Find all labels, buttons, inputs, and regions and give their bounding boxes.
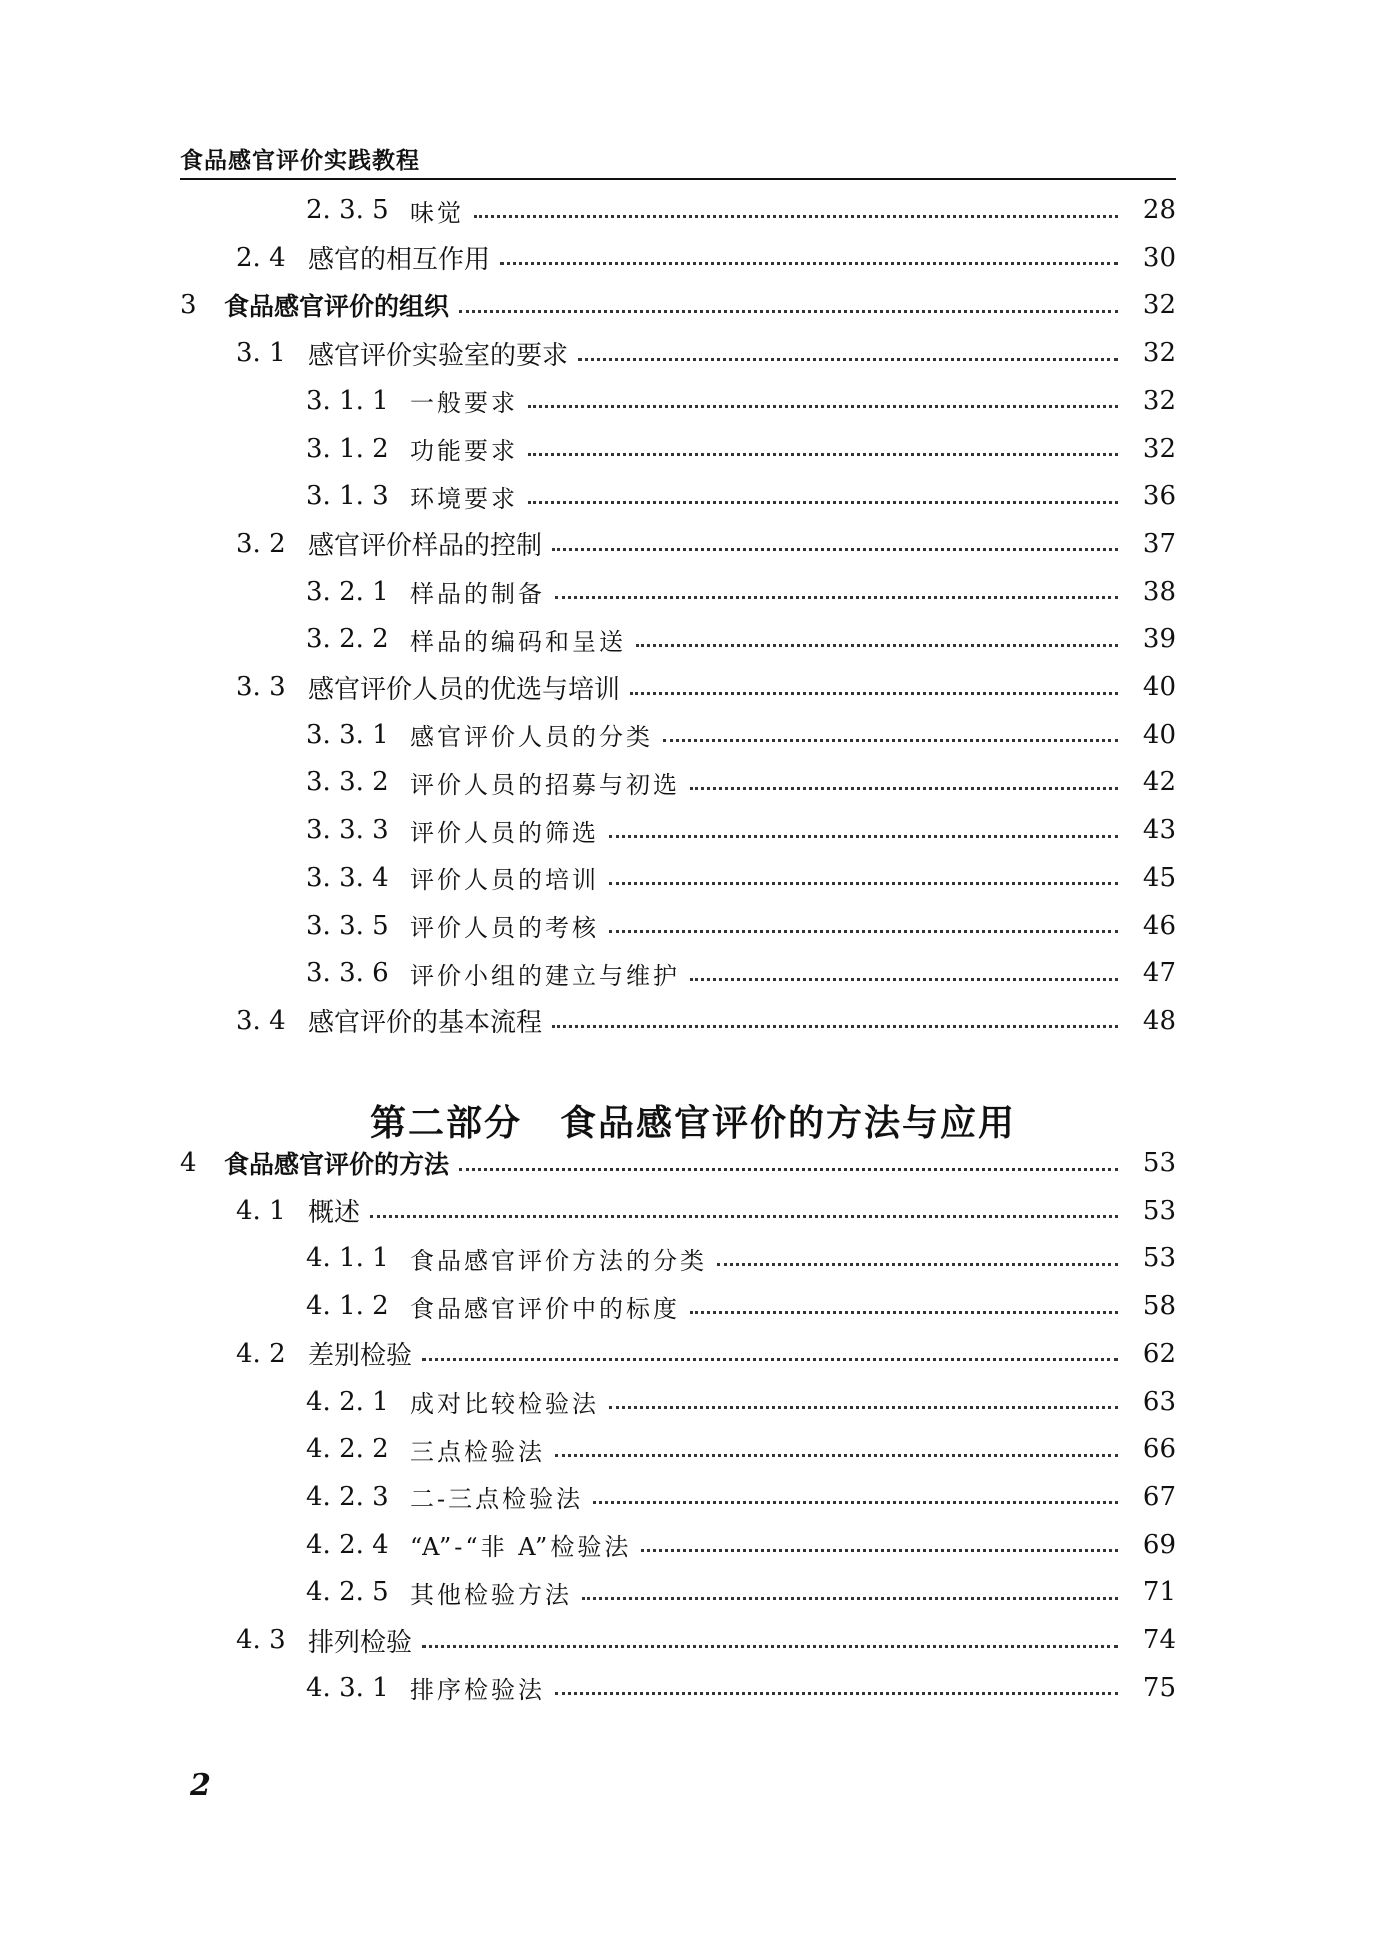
dot-leader <box>422 1358 1118 1361</box>
toc-entry <box>0 1378 1386 1426</box>
toc-entry-title: 感官评价的基本流程 <box>308 1008 543 1039</box>
toc-entry-number: 3. 2. 2 <box>306 624 389 655</box>
toc-entry-page: 28 <box>1142 195 1176 225</box>
toc-entry-page: 47 <box>1142 958 1176 989</box>
toc-entry-title: 感官评价实验室的要求 <box>308 340 569 371</box>
toc-entry-page: 71 <box>1142 1577 1176 1608</box>
toc-entry-title: 味觉 <box>410 198 464 227</box>
toc-entry-title: 感官评价样品的控制 <box>308 531 543 562</box>
toc-entry-number: 3. 3. 6 <box>306 958 389 989</box>
toc-entry <box>0 425 1386 473</box>
toc-entry-page: 53 <box>1142 1243 1176 1274</box>
toc-entry-title: 样品的制备 <box>410 580 545 609</box>
toc-entry <box>0 758 1386 806</box>
dot-leader <box>690 978 1118 981</box>
toc-entry <box>0 472 1386 520</box>
toc-entry-number: 3. 3. 3 <box>306 815 389 846</box>
toc-entry-page: 32 <box>1142 290 1176 321</box>
toc-entry <box>0 329 1386 377</box>
toc-entry-number: 4 <box>180 1148 197 1178</box>
toc-entry-number: 4. 3. 1 <box>306 1672 389 1703</box>
toc-entry-number: 3. 2. 1 <box>306 576 389 607</box>
toc-entry-page: 53 <box>1142 1195 1176 1226</box>
toc-entry-title: 食品感官评价的方法 <box>224 1150 450 1179</box>
toc-entry <box>0 234 1386 282</box>
toc-entry-number: 4. 2 <box>236 1338 286 1369</box>
toc-entry <box>0 806 1386 854</box>
toc-entry-number: 4. 2. 2 <box>306 1434 389 1465</box>
toc-entry-title: 环境要求 <box>410 484 518 513</box>
toc-entry-number: 3 <box>180 290 197 321</box>
toc-entry-page: 32 <box>1142 338 1176 369</box>
toc-entry-number: 4. 3 <box>236 1625 286 1655</box>
dot-leader <box>555 1692 1118 1695</box>
toc-entry <box>0 711 1386 759</box>
dot-leader <box>582 1597 1118 1600</box>
dot-leader <box>717 1263 1118 1266</box>
dot-leader <box>609 882 1118 885</box>
toc-entry <box>0 1330 1386 1378</box>
dot-leader <box>690 1311 1118 1314</box>
toc-entry-page: 48 <box>1142 1005 1176 1036</box>
toc-entry-number: 4. 1. 1 <box>306 1243 389 1274</box>
toc-entry <box>0 1521 1386 1569</box>
toc-entry-number: 2. 4 <box>236 242 286 273</box>
dot-leader <box>552 1025 1118 1028</box>
toc-entry-number: 2. 3. 5 <box>306 195 389 225</box>
toc-entry-page: 38 <box>1142 576 1176 607</box>
running-header: 食品感官评价实践教程 <box>180 148 420 174</box>
dot-leader <box>459 310 1118 313</box>
toc-entry-number: 3. 3. 5 <box>306 910 389 941</box>
toc-entry <box>0 1187 1386 1235</box>
toc-entry-title: 排序检验法 <box>410 1676 545 1705</box>
toc-entry <box>0 1425 1386 1473</box>
toc-entry-page: 75 <box>1142 1672 1176 1703</box>
toc-entry-page: 74 <box>1142 1625 1176 1655</box>
toc-entry-title: 感官的相互作用 <box>308 245 491 276</box>
toc-entry-number: 3. 4 <box>236 1005 286 1036</box>
toc-entry-title: 排列检验 <box>308 1627 413 1658</box>
toc-entry-number: 3. 1 <box>236 338 286 369</box>
toc-entry-page: 42 <box>1142 767 1176 798</box>
toc-entry-page: 69 <box>1142 1529 1176 1560</box>
toc-entry-title: 成对比较检验法 <box>410 1390 599 1418</box>
dot-leader <box>609 930 1118 933</box>
dot-leader <box>630 692 1118 695</box>
dot-leader <box>552 548 1118 551</box>
dot-leader <box>528 501 1118 504</box>
toc-entry-title: 一般要求 <box>410 389 518 418</box>
toc-entry-page: 40 <box>1142 672 1176 702</box>
dot-leader <box>636 644 1118 647</box>
toc-entry-title: 概述 <box>308 1198 361 1229</box>
toc-entry <box>0 1234 1386 1282</box>
dot-leader <box>459 1168 1118 1171</box>
part-heading: 第二部分 食品感官评价的方法与应用 <box>369 1102 1016 1144</box>
toc-entry-page: 37 <box>1142 528 1176 559</box>
toc-entry-page: 67 <box>1142 1481 1176 1512</box>
dot-leader <box>528 453 1118 456</box>
toc-entry <box>0 1139 1386 1187</box>
toc-entry-page: 46 <box>1142 910 1176 941</box>
page-number: 2 <box>190 1768 211 1803</box>
dot-leader <box>663 739 1118 742</box>
toc-entry-page: 43 <box>1142 815 1176 846</box>
toc-entry-title: 差别检验 <box>308 1341 413 1372</box>
dot-leader <box>690 787 1118 790</box>
toc-entry-page: 30 <box>1142 242 1176 273</box>
toc-entry-number: 3. 2 <box>236 528 286 559</box>
toc-entry-title: 其他检验方法 <box>410 1580 572 1609</box>
toc-entry-title: 食品感官评价中的标度 <box>410 1294 680 1323</box>
dot-leader <box>474 215 1118 218</box>
toc-entry-number: 3. 3. 4 <box>306 862 389 893</box>
toc-entry-page: 53 <box>1142 1148 1176 1178</box>
toc-entry-page: 32 <box>1142 385 1176 416</box>
dot-leader <box>609 1406 1118 1409</box>
toc-entry <box>0 1282 1386 1330</box>
toc-entry <box>0 186 1386 234</box>
dot-leader <box>555 1454 1118 1457</box>
toc-entry <box>0 281 1386 329</box>
toc-entry <box>0 949 1386 997</box>
toc-entry <box>0 568 1386 616</box>
toc-entry <box>0 1616 1386 1664</box>
toc-entry-title: “A”-“非 A”检验法 <box>410 1533 632 1562</box>
toc-entry-page: 32 <box>1142 433 1176 464</box>
toc-entry <box>0 615 1386 663</box>
toc-entry-title: 评价小组的建立与维护 <box>410 961 680 990</box>
toc-entry-title: 样品的编码和呈送 <box>410 627 626 656</box>
toc-entry-number: 3. 3 <box>236 672 286 702</box>
toc-entry-page: 66 <box>1142 1434 1176 1465</box>
toc-entry-title: 三点检验法 <box>410 1437 545 1466</box>
dot-leader <box>641 1549 1118 1552</box>
toc-entry-title: 评价人员的筛选 <box>410 818 599 847</box>
toc-entry <box>0 1664 1386 1712</box>
toc-entry-number: 3. 1. 3 <box>306 481 389 512</box>
toc-entry-page: 39 <box>1142 624 1176 655</box>
dot-leader <box>593 1501 1118 1504</box>
toc-entry-number: 3. 3. 2 <box>306 767 389 798</box>
dot-leader <box>422 1645 1118 1648</box>
toc-entry-title: 评价人员的培训 <box>410 866 599 895</box>
toc-entry <box>0 854 1386 902</box>
toc-entry-number: 4. 2. 4 <box>306 1529 389 1560</box>
toc-entry-title: 食品感官评价方法的分类 <box>410 1246 707 1275</box>
dot-leader <box>555 596 1118 599</box>
toc-entry-number: 3. 1. 2 <box>306 433 389 464</box>
toc-entry-number: 4. 2. 3 <box>306 1481 389 1512</box>
toc-entry-number: 3. 3. 1 <box>306 719 389 750</box>
toc-entry <box>0 520 1386 568</box>
toc-entry-title: 二-三点检验法 <box>410 1485 584 1514</box>
toc-entry-page: 45 <box>1142 862 1176 893</box>
toc-entry-page: 36 <box>1142 481 1176 512</box>
dot-leader <box>609 835 1118 838</box>
toc-entry-title: 感官评价人员的优选与培训 <box>308 674 621 705</box>
toc-entry-page: 40 <box>1142 719 1176 750</box>
toc-entry-title: 评价人员的招募与初选 <box>410 770 680 799</box>
toc-entry-page: 58 <box>1142 1291 1176 1322</box>
toc-entry <box>0 902 1386 950</box>
toc-entry <box>0 377 1386 425</box>
toc-entry-number: 4. 1 <box>236 1195 286 1226</box>
toc-entry-title: 食品感官评价的组织 <box>224 292 450 322</box>
toc-entry-title: 感官评价人员的分类 <box>410 723 653 752</box>
toc-entry <box>0 997 1386 1045</box>
toc-entry-page: 63 <box>1142 1386 1176 1417</box>
toc-entry-page: 62 <box>1142 1338 1176 1369</box>
toc-entry-number: 4. 2. 1 <box>306 1386 389 1417</box>
toc-entry-number: 3. 1. 1 <box>306 385 389 416</box>
toc-entry <box>0 1473 1386 1521</box>
toc-entry-number: 4. 1. 2 <box>306 1291 389 1322</box>
dot-leader <box>500 262 1118 265</box>
toc-entry <box>0 663 1386 711</box>
toc-entry-number: 4. 2. 5 <box>306 1577 389 1608</box>
toc-entry-title: 评价人员的考核 <box>410 914 599 942</box>
toc-entry-title: 功能要求 <box>410 437 518 465</box>
header-rule <box>180 178 1176 180</box>
toc-entry <box>0 1568 1386 1616</box>
dot-leader <box>370 1215 1118 1218</box>
dot-leader <box>578 358 1118 361</box>
dot-leader <box>528 405 1118 408</box>
